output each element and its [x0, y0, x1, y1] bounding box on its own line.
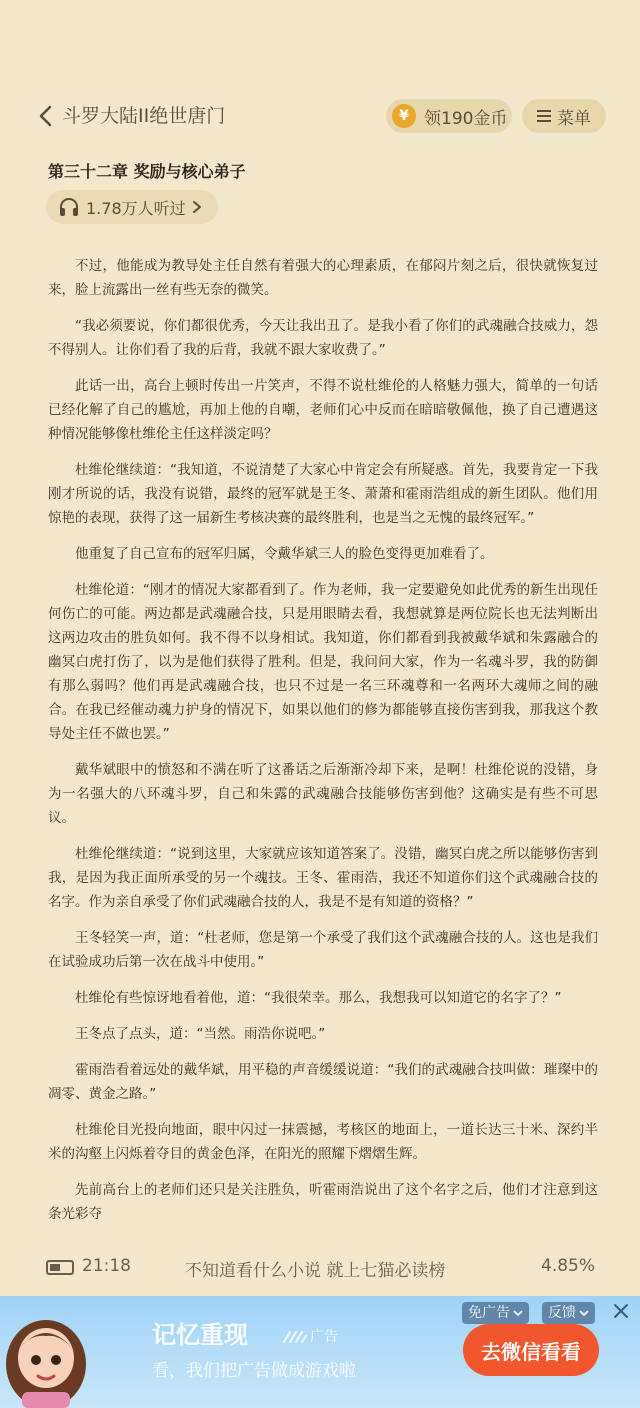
ad-feedback-button[interactable]	[542, 1302, 595, 1324]
ad-cta-button[interactable]: 去微信看看	[463, 1324, 599, 1376]
paragraph: 王冬点了点头，道：“当然。雨浩你说吧。”	[75, 1026, 326, 1042]
paragraph: 先前高台上的老师们还只是关注胜负，听霍雨浩说出了这个名字之后，他们才注意到这条光彩夺	[48, 1182, 598, 1222]
chevron-down-icon	[513, 1309, 523, 1317]
coin-icon: ¥	[392, 104, 416, 128]
chevron-down-icon	[579, 1309, 589, 1317]
menu-button[interactable]	[522, 99, 606, 133]
paragraph: 不过，他能成为教导处主任自然有着强大的心理素质，在郁闷片刻之后，很快就恢复过来，脸上流露出一丝有些无奈的微笑。	[48, 258, 598, 298]
ad-title: 记忆重现	[152, 1321, 248, 1349]
listen-count-label: 1.78万人听过	[86, 198, 186, 218]
remove-ads-label: 免广告	[468, 1305, 510, 1321]
battery-icon	[46, 1260, 74, 1275]
paragraph: 杜维伦继续道：“我知道，不说清楚了大家心中肯定会有所疑惑。首先，我要肯定一下我刚才所说的话，我没有说错，最终的冠军就是王冬、萧萧和霍雨浩组成的新生团队。他们用惊艳的表现，获得了这一届新生考核决赛的最终胜利，也是当之无愧的最终冠军。”	[48, 462, 598, 526]
headphones-icon	[58, 196, 80, 218]
paragraph: 杜维伦有些惊讶地看着他，道：“我很荣幸。那么，我想我可以知道它的名字了？”	[75, 990, 562, 1006]
paragraph: 王冬轻笑一声，道：“杜老师，您是第一个承受了我们这个武魂融合技的人。这也是我们在试验成功后第一次在战斗中使用。”	[48, 930, 598, 970]
ad-feedback-label: 反馈	[548, 1305, 576, 1321]
paragraph: 他重复了自己宣布的冠军归属，令戴华斌三人的脸色变得更加难看了。	[75, 546, 494, 562]
ad-label: 广告	[310, 1329, 338, 1345]
reader-status-bar	[0, 1252, 640, 1284]
paragraph: 此话一出，高台上顿时传出一片笑声，不得不说杜维伦的人格魅力强大，简单的一句话已经化解了自己的尴尬，再加上他的自嘲，老师们心中反而在暗暗敬佩他，换了自己遭遇这种情况能够像杜维伦主任这样淡定吗？	[48, 378, 598, 442]
promo-text[interactable]: 不知道看什么小说 就上七猫必读榜	[185, 1261, 446, 1281]
ad-subtitle: 看，我们把广告做成游戏啦	[152, 1361, 356, 1381]
back-arrow-icon[interactable]	[36, 104, 58, 128]
book-title[interactable]: 斗罗大陆II绝世唐门	[62, 105, 226, 127]
clock: 21:18	[82, 1256, 131, 1276]
remove-ads-button[interactable]	[462, 1302, 529, 1324]
ad-brand-icon	[282, 1330, 308, 1344]
reading-progress: 4.85%	[541, 1256, 596, 1276]
cartoon-girl-avatar	[0, 1306, 92, 1408]
paragraph: 杜维伦继续道：“说到这里，大家就应该知道答案了。没错，幽冥白虎之所以能够伤害到我，是因为我正面所承受的另一个魂技。王冬、霍雨浩，我还不知道你们这个武魂融合技的名字。作为亲自承受了你们武魂融合技的人，我是不是有知道的资格？”	[48, 846, 598, 910]
paragraph: “我必须要说，你们都很优秀，今天让我出丑了。是我小看了你们的武魂融合技威力，怨不得别人。让你们看了我的后背，我就不跟大家收费了。”	[48, 318, 598, 358]
chapter-content	[48, 254, 598, 1238]
listen-count-button[interactable]	[46, 190, 218, 224]
paragraph: 戴华斌眼中的愤怒和不满在听了这番话之后渐渐冷却下来，是啊！杜维伦说的没错，身为一名强大的八环魂斗罗，自己和朱露的武魂融合技能够伤害到他？这确实是有些不可思议。	[48, 762, 598, 826]
paragraph: 霍雨浩看着远处的戴华斌，用平稳的声音缓缓说道：“我们的武魂融合技叫做：璀璨中的凋零、黄金之路。”	[48, 1062, 598, 1102]
chevron-right-icon	[192, 200, 202, 214]
battery-level	[50, 1264, 60, 1271]
claim-coins-button[interactable]	[386, 99, 512, 133]
paragraph: 杜维伦目光投向地面，眼中闪过一抹震撼，考核区的地面上，一道长达三十米、深约半米的沟壑上闪烁着夺目的黄金色泽，在阳光的照耀下熠熠生辉。	[48, 1122, 598, 1162]
ad-banner[interactable]	[0, 1296, 640, 1408]
paragraph: 杜维伦道：“刚才的情况大家都看到了。作为老师，我一定要避免如此优秀的新生出现任何伤亡的可能。两边都是武魂融合技，只是用眼睛去看，我想就算是两位院长也无法判断出这两边攻击的胜负如何。我不得不以身相试。我知道，你们都看到我被戴华斌和朱露融合的幽冥白虎打伤了，以为是他们获得了胜利。但是，我问问大家，作为一名魂斗罗，我的防御有那么弱吗？他们再是武魂融合技，也只不过是一名三环魂尊和一名两环大魂师之间的融合。在我已经催动魂力护身的情况下，如果以他们的修为都能够直接伤害到我，那我这个教导处主任不做也罢。”	[48, 582, 598, 742]
chapter-title: 第三十二章 奖励与核心弟子	[48, 162, 246, 181]
claim-coins-label: 领190金币	[424, 108, 508, 129]
menu-label: 菜单	[557, 108, 591, 129]
top-bar	[0, 92, 640, 140]
hamburger-icon	[537, 110, 551, 122]
close-icon[interactable]	[612, 1302, 630, 1320]
